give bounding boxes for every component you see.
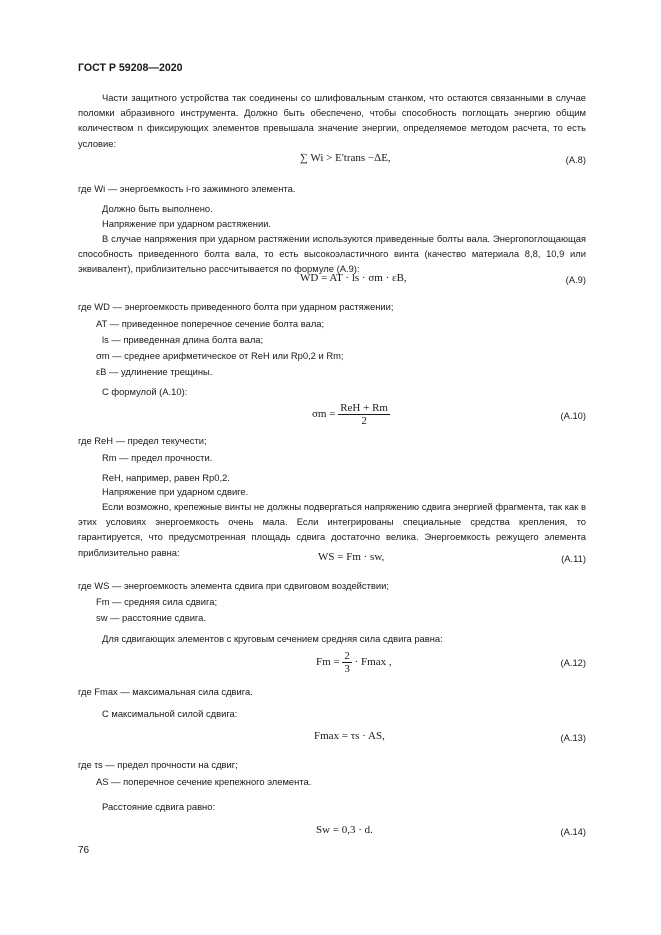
formula-a11: WS = Fm · sw,: [318, 551, 385, 563]
equation-number-a14: (A.14): [560, 826, 586, 837]
equation-number-a10: (A.10): [560, 410, 586, 421]
equation-number-a9: (A.9): [565, 274, 586, 285]
paragraph-formula-a10: С формулой (А.10):: [102, 386, 188, 397]
definition-a8: где Wi — энергоемкость i-го зажимного элемента.: [78, 183, 296, 194]
paragraph-circular-section: Для сдвигающих элементов с круговым сечением средняя сила сдвига равна:: [102, 633, 443, 644]
formula-a9: WD = AT · ls · σm · εB,: [300, 272, 407, 284]
formula-a12: [316, 650, 392, 675]
formula-a12-fraction: [342, 650, 352, 675]
formula-a10-lhs: σm =: [312, 408, 336, 421]
definition-tau-s: где τs — предел прочности на сдвиг;: [78, 759, 238, 770]
formula-a14: Sw = 0,3 · d.: [316, 824, 373, 836]
paragraph-max-shear: С максимальной силой сдвига:: [102, 708, 238, 719]
paragraph-tensile-bolts: В случае напряжения при ударном растяжении используются приведенные болты вала. Энергопоглощающая способность приведенного болта вала, то есть высокоэластичного винта (качество материала 8,8, 10,9 или эквивалент), приблизительно рассчитывается по формуле (А.9):: [78, 233, 586, 275]
definition-ws: где WS — энергоемкость элемента сдвига при сдвиговом воздействии;: [78, 580, 389, 591]
paragraph-reh-example: ReH, например, равен Rp0,2.: [102, 472, 230, 483]
definition-ls: ls — приведенная длина болта вала;: [102, 334, 264, 345]
definition-sigma-m: σm — среднее арифметическое от ReH или Rp0,2 и Rm;: [96, 350, 344, 361]
paragraph-intro: Части защитного устройства так соединены со шлифовальным станком, что остаются связанными в случае поломки абразивного инструмента. Должно быть обеспечено, чтобы способность поглощать энергию общим количеством n фиксирующих элементов превышала значение энергии, определяемое методом расчета, то есть условие:: [78, 92, 586, 149]
page-number: 76: [78, 845, 90, 856]
equation-number-a12: (A.12): [560, 657, 586, 668]
formula-a12-lhs: Fm =: [316, 656, 340, 669]
definition-reh: где ReH — предел текучести;: [78, 435, 207, 446]
paragraph-tensile-heading: Напряжение при ударном растяжении.: [102, 218, 272, 229]
formula-a8: ∑ Wi > E'trans −ΔE,: [300, 152, 391, 164]
definition-rm: Rm — предел прочности.: [102, 452, 213, 463]
definition-at: AT — приведенное поперечное сечение болта вала;: [96, 318, 325, 329]
document-header: ГОСТ Р 59208—2020: [78, 62, 183, 74]
definition-sw: sw — расстояние сдвига.: [96, 612, 206, 623]
formula-a12-rhs: · Fmax ,: [354, 656, 392, 669]
paragraph-shear-heading: Напряжение при ударном сдвиге.: [102, 486, 249, 497]
formula-a10-denominator: 2: [361, 415, 367, 427]
equation-number-a11: (A.11): [561, 553, 586, 564]
paragraph-shear-screws: Если возможно, крепежные винты не должны подвергаться напряжению сдвига энергией фрагмента, так как в этих условиях энергоемкость очень мала. Если интегрированы специальные средства крепления, то гарантируется, что предусмотренная площадь сдвига достаточно велика. Энергоемкость режущего элемента приблизительно равна:: [78, 501, 586, 558]
formula-a12-numerator: 2: [344, 650, 350, 662]
paragraph-must-be-met: Должно быть выполнено.: [102, 203, 213, 214]
definition-epsilon-b: εB — удлинение трещины.: [96, 366, 213, 377]
equation-number-a13: (A.13): [560, 732, 586, 743]
formula-a10-fraction: [338, 402, 390, 427]
definition-wd: где WD — энергоемкость приведенного болта при ударном растяжении;: [78, 301, 394, 312]
paragraph-shear-distance: Расстояние сдвига равно:: [102, 801, 216, 812]
equation-number-a8: (A.8): [565, 154, 586, 165]
definition-fm: Fm — средняя сила сдвига;: [96, 596, 218, 607]
formula-a10-numerator: ReH + Rm: [340, 402, 388, 414]
definition-fmax: где Fmax — максимальная сила сдвига.: [78, 686, 253, 697]
formula-a10: [312, 402, 390, 427]
formula-a13: Fmax = τs · AS,: [314, 730, 385, 742]
definition-as: AS — поперечное сечение крепежного элемента.: [96, 776, 312, 787]
formula-a12-denominator: 3: [344, 663, 350, 675]
